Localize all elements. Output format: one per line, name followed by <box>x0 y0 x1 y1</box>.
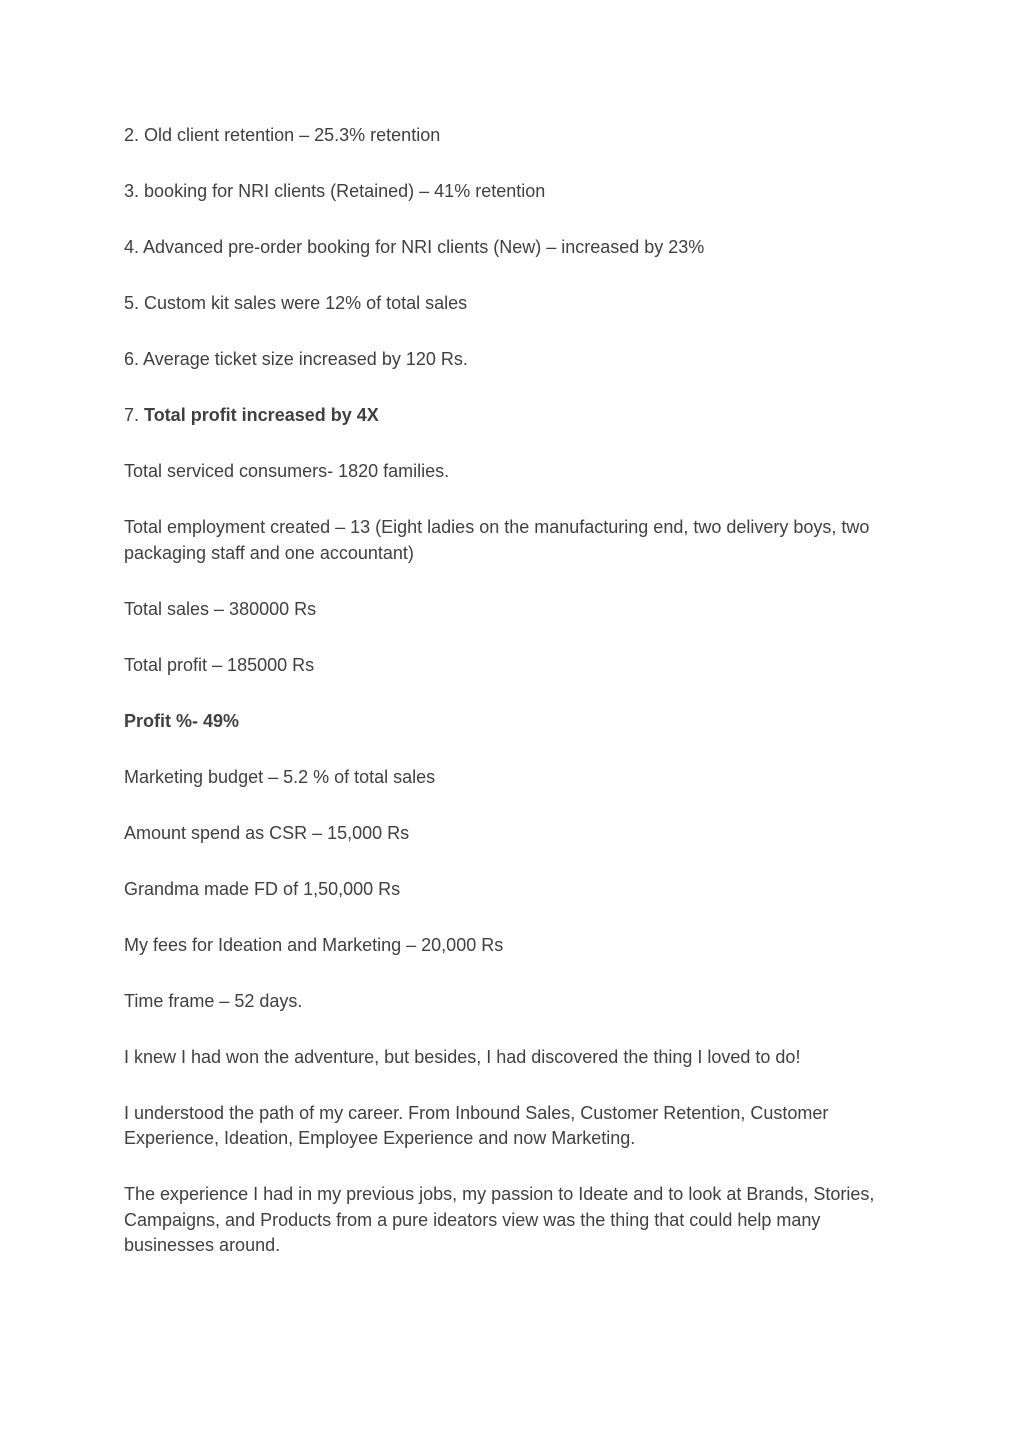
stat-time-frame: Time frame – 52 days. <box>124 990 303 1011</box>
closing-paragraph-2: I understood the path of my career. From Inbound Sales, Customer Retention, Customer Experience, Ideation, Employee Experience and now Marketing. <box>124 1102 829 1148</box>
list-item-nri-new <box>124 235 899 261</box>
closing-paragraph-1: I knew I had won the adventure, but besides, I had discovered the thing I loved to do! <box>124 1046 801 1067</box>
stat-fees: My fees for Ideation and Marketing – 20,000 Rs <box>124 934 504 955</box>
list-item-custom-kit <box>124 291 899 317</box>
list-item-number: 5. <box>124 293 140 313</box>
list-item-text: Custom kit sales were 12% of total sales <box>144 293 468 313</box>
list-item-nri-retained <box>124 179 899 205</box>
list-item-text: booking for NRI clients (Retained) – 41% retention <box>144 181 546 201</box>
stat-total-profit: Total profit – 185000 Rs <box>124 654 315 675</box>
closing-paragraph-3: The experience I had in my previous jobs, my passion to Ideate and to look at Brands, Stories, Campaigns, and Products from a pure ideators view was the thing that could help many businesses around. <box>124 1184 875 1255</box>
list-item-text: Average ticket size increased by 120 Rs. <box>143 349 468 369</box>
stat-fd: Grandma made FD of 1,50,000 Rs <box>124 878 401 899</box>
list-item-ticket-size <box>124 347 899 373</box>
stat-profit-percent: Profit %- 49% <box>124 710 240 731</box>
list-item-number: 7. <box>124 405 140 425</box>
list-item-text-bold: Total profit increased by 4X <box>144 405 379 425</box>
list-item-number: 6. <box>124 349 140 369</box>
list-item-number: 3. <box>124 181 140 201</box>
stat-serviced-consumers: Total serviced consumers- 1820 families. <box>124 461 450 481</box>
list-item-old-client-retention <box>124 123 899 149</box>
list-item-text: Advanced pre-order booking for NRI clients (New) – increased by 23% <box>143 237 705 257</box>
stat-csr: Amount spend as CSR – 15,000 Rs <box>124 822 410 843</box>
list-item-number: 4. <box>124 237 140 257</box>
list-item-total-profit <box>124 403 899 429</box>
list-item-number: 2. <box>124 125 140 145</box>
list-item-text: Old client retention – 25.3% retention <box>144 125 441 145</box>
stat-marketing-budget: Marketing budget – 5.2 % of total sales <box>124 766 436 787</box>
stat-employment: Total employment created – 13 (Eight ladies on the manufacturing end, two delivery boys, two packaging staff and one accountant) <box>124 517 870 563</box>
document-body <box>124 123 899 1289</box>
stat-total-sales: Total sales – 380000 Rs <box>124 598 317 619</box>
